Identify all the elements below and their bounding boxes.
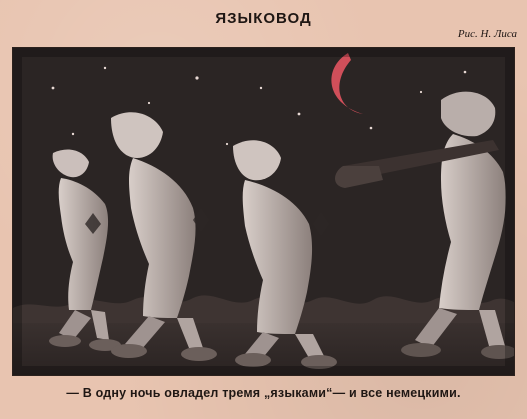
caption-text: — В одну ночь овладел тремя „языками“— и все немецкими.: [66, 386, 461, 400]
page-title: ЯЗЫКОВОД: [215, 10, 312, 27]
illustrator-credit: Рис. Н. Лиса: [457, 28, 517, 40]
cartoon-svg: [13, 48, 514, 375]
cartoon-illustration: [12, 47, 515, 376]
